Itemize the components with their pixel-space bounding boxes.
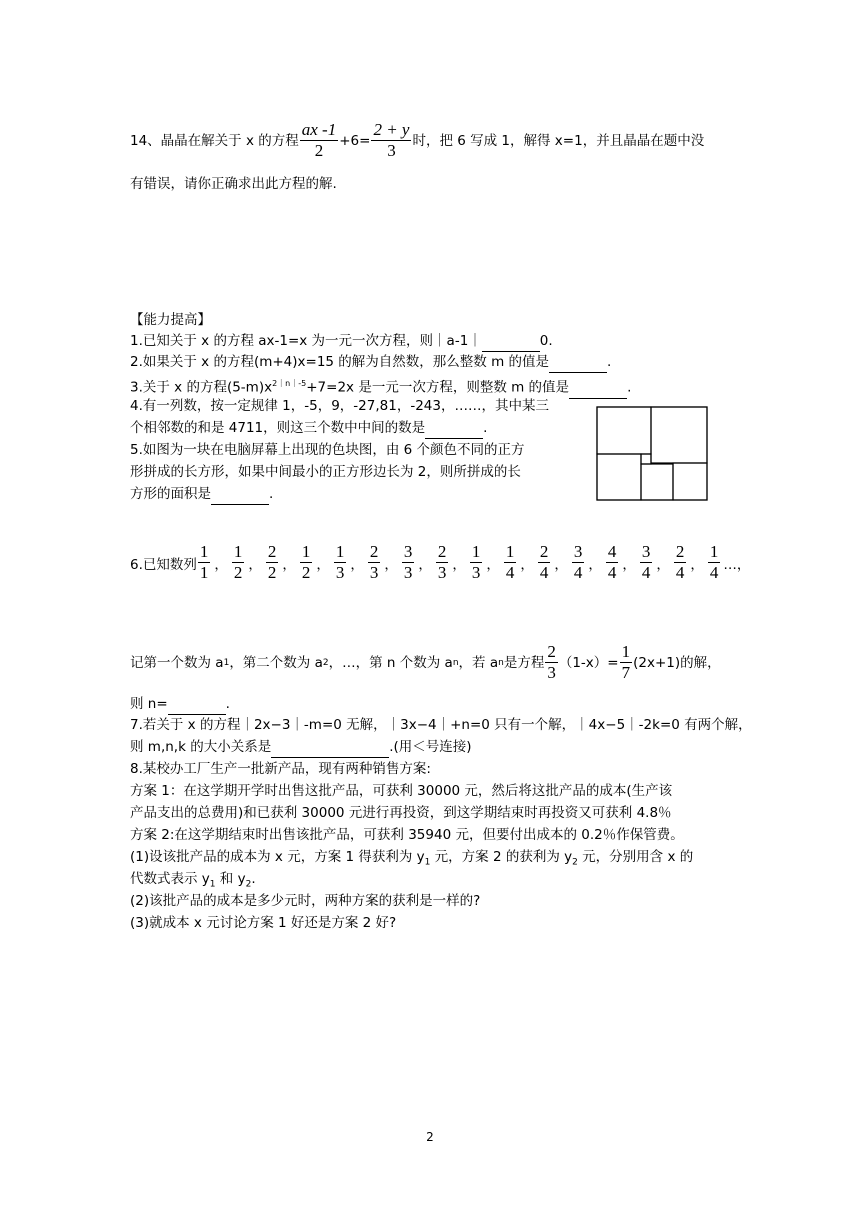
p6-text-a: 记第一个数为 a	[130, 654, 224, 671]
sequence-term	[368, 542, 381, 583]
section-title: 【能力提高】	[130, 312, 211, 328]
p6-text-e: 是方程	[503, 654, 545, 671]
problem-1-after: 0.	[539, 333, 553, 349]
term-denominator: 2	[301, 563, 311, 582]
q14-post: 时，把 6 写成 1，解得 x=1，并且晶晶在题中没	[412, 132, 705, 149]
q14-frac1-num: ax -1	[301, 120, 337, 139]
q14-fraction-2	[371, 120, 411, 161]
sequence-term	[300, 542, 313, 583]
term-denominator: 2	[267, 563, 277, 582]
p6-subn: n	[452, 657, 459, 668]
problem-2-after: .	[607, 354, 612, 370]
term-numerator: 1	[471, 542, 481, 561]
answer-blank	[425, 418, 483, 439]
sequence-term	[334, 542, 347, 583]
term-denominator: 3	[335, 563, 345, 582]
problem-3-exponent: 2｜n｜-5	[272, 379, 307, 388]
problem-8-line4: 方案 2:在这学期结束时出售该批产品，可获利 35940 元，但要付出成本的 0.2％作保管费。	[130, 827, 684, 843]
square-bottom-right	[673, 463, 707, 500]
p7-line2-text: 则 m,n,k 的大小关系是	[130, 739, 272, 755]
p8-l5-c: 元，分别用含 x 的	[577, 849, 694, 865]
problem-4-text: 个相邻数的和是 4711，则这三个数中中间的数是	[130, 420, 426, 436]
problem-8-line8: (3)就成本 x 元讨论方案 1 好还是方案 2 好?	[130, 915, 397, 931]
p6-sub2: 2	[322, 657, 329, 668]
sequence-term	[402, 542, 415, 583]
q14-line2: 有错误，请你正确求出此方程的解.	[130, 176, 337, 192]
p7-line2-after: .(用＜号连接)	[389, 739, 472, 755]
p6-text-b: ，第二个数为 a	[229, 654, 323, 671]
term-separator: ，	[690, 556, 704, 573]
p6-subn2: n	[498, 657, 504, 668]
term-numerator: 2	[675, 542, 685, 561]
term-denominator: 4	[505, 563, 515, 582]
term-denominator: 4	[573, 563, 583, 582]
p8-sub1: 1	[424, 857, 431, 868]
sequence-term	[198, 542, 211, 583]
term-numerator: 1	[505, 542, 515, 561]
p6-fracA-den: 3	[547, 663, 556, 682]
sequence-term	[504, 542, 517, 583]
problem-3	[130, 374, 631, 399]
term-separator: ，	[418, 556, 432, 573]
problem-3-pre: 3.关于 x 的方程(5-m)x	[130, 379, 273, 396]
square-bottom-left	[597, 454, 641, 500]
problem-5-line1: 5.如图为一块在电脑屏幕上出现的色块图，由 6 个颜色不同的正方	[130, 442, 525, 458]
q14-frac2-num: 2 + y	[373, 120, 410, 139]
color-block-figure	[596, 406, 708, 502]
term-denominator: 4	[641, 563, 651, 582]
sequence-terms	[197, 542, 722, 583]
problem-6-line2	[130, 642, 721, 683]
q14-fraction-1	[300, 120, 338, 161]
answer-blank	[211, 484, 269, 505]
term-numerator: 1	[709, 542, 719, 561]
term-denominator: 3	[369, 563, 379, 582]
problem-2	[130, 352, 611, 373]
sequence-term	[708, 542, 721, 583]
problem-5-text: 方形的面积是	[130, 486, 211, 502]
p6-text-g: (2x+1)的解，	[633, 654, 721, 671]
p6-text-c: ，…，第 n 个数为 a	[328, 654, 453, 671]
term-numerator: 1	[199, 542, 209, 561]
square-top-right	[651, 407, 707, 463]
p6-line3-text: 则 n=	[130, 696, 168, 712]
term-separator: ，	[384, 556, 398, 573]
term-separator: ，	[316, 556, 330, 573]
problem-5-after: .	[269, 486, 274, 502]
p8-l6-b: 和 y	[215, 871, 246, 887]
term-separator: ，	[486, 556, 500, 573]
p6-fracB-num: 1	[621, 642, 631, 661]
problem-3-post: +7=2x 是一元一次方程，则整数 m 的值是	[306, 379, 570, 396]
sequence-term	[538, 542, 551, 583]
term-denominator: 4	[675, 563, 685, 582]
problem-5-line3	[130, 484, 273, 505]
term-separator: ，	[350, 556, 364, 573]
p6-text-d: ，若 a	[458, 654, 499, 671]
problem-8-line3: 产品支出的总费用)和已获利 30000 元进行再投资，到这学期结束时再投资又可获利 4.8％	[130, 805, 672, 821]
p8-l6-a: 代数式表示 y	[130, 871, 210, 887]
p6-fracA-num: 2	[547, 642, 556, 661]
problem-4-after: .	[483, 420, 488, 436]
p6-line3-after: .	[225, 696, 230, 712]
problem-6-sequence	[130, 542, 750, 583]
square-top-left	[597, 407, 651, 454]
sequence-term	[266, 542, 279, 583]
problem-1	[130, 331, 553, 352]
term-separator: ，	[520, 556, 534, 573]
sequence-ellipsis: …，	[723, 556, 751, 573]
problem-7-line1: 7.若关于 x 的方程｜2x−3｜-m=0 无解，｜3x−4｜+n=0 只有一个解，｜4x−5｜-2k=0 有两个解，	[130, 717, 752, 733]
term-separator: ，	[282, 556, 296, 573]
sequence-term	[572, 542, 585, 583]
term-numerator: 1	[301, 542, 311, 561]
p8-l6-c: .	[251, 871, 256, 887]
problem-3-after: .	[627, 379, 632, 396]
q14-line1	[130, 120, 704, 161]
term-separator: ，	[622, 556, 636, 573]
answer-blank	[168, 694, 226, 715]
problem-8-line7: (2)该批产品的成本是多少元时，两种方案的获利是一样的?	[130, 893, 481, 909]
p8-sub3: 1	[209, 879, 216, 890]
sequence-term	[674, 542, 687, 583]
term-denominator: 2	[233, 563, 243, 582]
term-separator: ，	[588, 556, 602, 573]
q14-pre: 14、晶晶在解关于 x 的方程	[130, 132, 299, 149]
p8-sub2: 2	[572, 857, 578, 868]
problem-4-line2	[130, 418, 487, 439]
page-number: 2	[426, 1130, 434, 1144]
problem-2-text: 2.如果关于 x 的方程(m+4)x=15 的解为自然数，那么整数 m 的值是	[130, 354, 550, 370]
problem-7-line2	[130, 737, 472, 758]
term-denominator: 3	[471, 563, 481, 582]
sequence-term	[232, 542, 245, 583]
term-separator: ，	[248, 556, 262, 573]
term-numerator: 2	[539, 542, 549, 561]
term-numerator: 2	[267, 542, 277, 561]
term-denominator: 3	[403, 563, 413, 582]
term-denominator: 3	[437, 563, 447, 582]
sequence-term	[436, 542, 449, 583]
p8-l5-b: 元，方案 2 的获利为 y	[430, 849, 573, 865]
p6-fraction-a	[545, 642, 558, 683]
p6-fraction-b	[620, 642, 633, 683]
problem-8-line2: 方案 1：在这学期开学时出售这批产品，可获利 30000 元，然后将这批产品的成本(生产该	[130, 783, 673, 799]
sequence-term	[470, 542, 483, 583]
square-smallest	[641, 454, 651, 464]
term-separator: ，	[452, 556, 466, 573]
p8-sub4: 2	[245, 879, 252, 890]
problem-4-line1: 4.有一列数，按一定规律 1，-5，9，-27,81，-243，……，其中某三	[130, 398, 549, 414]
term-numerator: 4	[607, 542, 617, 561]
q14-frac1-den: 2	[314, 141, 324, 160]
term-numerator: 3	[573, 542, 583, 561]
term-numerator: 2	[437, 542, 447, 561]
sequence-term	[640, 542, 653, 583]
term-denominator: 1	[199, 563, 209, 582]
p6-sub1: 1	[223, 657, 230, 668]
p6-text-f: （1-x）=	[558, 654, 619, 671]
p8-l5-a: (1)设该批产品的成本为 x 元，方案 1 得获利为 y	[130, 849, 425, 865]
term-denominator: 4	[709, 563, 719, 582]
problem-6-pre: 6.已知数列	[130, 556, 197, 573]
term-separator: ，	[554, 556, 568, 573]
square-bottom-middle	[641, 464, 673, 500]
q14-mid: +6=	[339, 132, 371, 149]
answer-blank	[569, 378, 627, 399]
term-numerator: 2	[369, 542, 379, 561]
term-separator: ，	[656, 556, 670, 573]
q14-frac2-den: 3	[387, 141, 396, 160]
term-numerator: 3	[403, 542, 413, 561]
term-denominator: 4	[607, 563, 617, 582]
answer-blank	[482, 331, 540, 352]
term-separator: ，	[214, 556, 228, 573]
p6-fracB-den: 7	[621, 663, 631, 682]
problem-5-line2: 形拼成的长方形，如果中间最小的正方形边长为 2，则所拼成的长	[130, 464, 521, 480]
problem-6-line3	[130, 694, 230, 715]
problem-8-line1: 8.某校办工厂生产一批新产品，现有两种销售方案:	[130, 761, 431, 777]
term-numerator: 1	[233, 542, 243, 561]
sequence-term	[606, 542, 619, 583]
term-numerator: 1	[335, 542, 345, 561]
problem-1-text: 1.已知关于 x 的方程 ax-1=x 为一元一次方程，则｜a-1｜	[130, 333, 482, 349]
term-numerator: 3	[641, 542, 651, 561]
term-denominator: 4	[539, 563, 549, 582]
answer-blank	[271, 737, 389, 758]
answer-blank	[549, 352, 607, 373]
